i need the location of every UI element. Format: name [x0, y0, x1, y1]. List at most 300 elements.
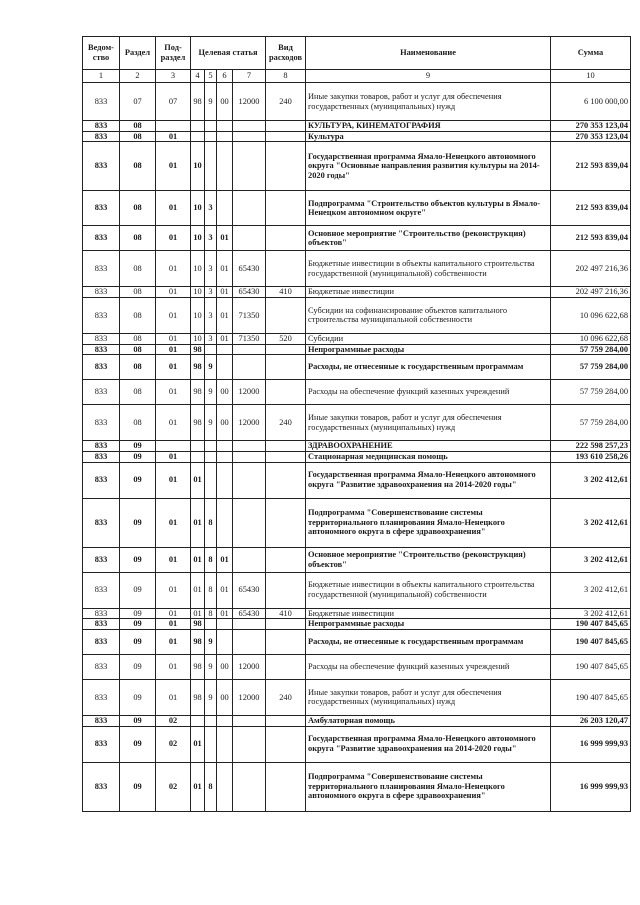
- budget-table: [82, 36, 631, 812]
- direction-code: [233, 131, 266, 142]
- expense-type-code: [266, 629, 306, 654]
- program-code: [191, 451, 205, 462]
- subprogram-code: 9: [205, 83, 217, 121]
- activity-code: [217, 344, 233, 355]
- section-code: 09: [120, 726, 156, 762]
- section-code: 08: [120, 355, 156, 380]
- activity-code: 01: [217, 608, 233, 619]
- program-code: 01: [191, 498, 205, 547]
- table-row: [83, 547, 631, 572]
- item-name: Иные закупки товаров, работ и услуг для обеспечения государственных (муниципальных) нужд: [306, 405, 551, 441]
- activity-code: [217, 121, 233, 132]
- activity-code: 01: [217, 226, 233, 251]
- item-amount: 16 999 999,93: [551, 762, 631, 811]
- program-code: 98: [191, 355, 205, 380]
- item-name: Подпрограмма "Совершенствование системы территориального планирования Ямало-Ненецкого автономного округа в сфере здравоохранения": [306, 498, 551, 547]
- col-number: 5: [205, 70, 217, 83]
- dept-code: 833: [83, 251, 120, 287]
- subprogram-code: 9: [205, 629, 217, 654]
- dept-code: 833: [83, 191, 120, 226]
- item-amount: 190 407 845,65: [551, 619, 631, 630]
- table-row: [83, 344, 631, 355]
- subprogram-code: 3: [205, 251, 217, 287]
- header-name: Наименование: [306, 37, 551, 70]
- program-code: [191, 441, 205, 452]
- activity-code: 00: [217, 654, 233, 679]
- expense-type-code: 520: [266, 333, 306, 344]
- dept-code: 833: [83, 451, 120, 462]
- expense-type-code: 410: [266, 287, 306, 298]
- dept-code: 833: [83, 654, 120, 679]
- header-section: Раздел: [120, 37, 156, 70]
- item-name: Субсидии: [306, 333, 551, 344]
- item-amount: 3 202 412,61: [551, 462, 631, 498]
- direction-code: [233, 715, 266, 726]
- col-number: 4: [191, 70, 205, 83]
- table-row: [83, 405, 631, 441]
- subprogram-code: 9: [205, 355, 217, 380]
- table-row: [83, 762, 631, 811]
- subsection-code: 01: [156, 572, 191, 608]
- program-code: 98: [191, 83, 205, 121]
- activity-code: [217, 131, 233, 142]
- item-name: Государственная программа Ямало-Ненецкого автономного округа "Основные направления развития культуры на 2014-2020 годы": [306, 142, 551, 191]
- subprogram-code: [205, 726, 217, 762]
- subsection-code: 01: [156, 654, 191, 679]
- item-amount: 222 598 257,23: [551, 441, 631, 452]
- expense-type-code: 240: [266, 83, 306, 121]
- program-code: 98: [191, 344, 205, 355]
- subprogram-code: [205, 619, 217, 630]
- expense-type-code: [266, 380, 306, 405]
- activity-code: 01: [217, 547, 233, 572]
- direction-code: [233, 355, 266, 380]
- subsection-code: 02: [156, 726, 191, 762]
- item-amount: 202 497 216,36: [551, 287, 631, 298]
- subprogram-code: [205, 715, 217, 726]
- subsection-code: 02: [156, 715, 191, 726]
- table-row: [83, 191, 631, 226]
- activity-code: 01: [217, 251, 233, 287]
- activity-code: 00: [217, 679, 233, 715]
- expense-type-code: [266, 726, 306, 762]
- expense-type-code: [266, 121, 306, 132]
- program-code: 01: [191, 547, 205, 572]
- direction-code: 12000: [233, 679, 266, 715]
- activity-code: 01: [217, 287, 233, 298]
- dept-code: 833: [83, 462, 120, 498]
- activity-code: [217, 451, 233, 462]
- subprogram-code: 3: [205, 226, 217, 251]
- program-code: 10: [191, 251, 205, 287]
- expense-type-code: [266, 441, 306, 452]
- subsection-code: 01: [156, 619, 191, 630]
- program-code: 01: [191, 462, 205, 498]
- item-name: Иные закупки товаров, работ и услуг для обеспечения государственных (муниципальных) нужд: [306, 83, 551, 121]
- program-code: 10: [191, 191, 205, 226]
- subsection-code: [156, 441, 191, 452]
- expense-type-code: [266, 297, 306, 333]
- expense-type-code: [266, 131, 306, 142]
- dept-code: 833: [83, 715, 120, 726]
- expense-type-code: [266, 715, 306, 726]
- subsection-code: 01: [156, 226, 191, 251]
- activity-code: 01: [217, 297, 233, 333]
- dept-code: 833: [83, 142, 120, 191]
- item-name: Расходы, не отнесенные к государственным программам: [306, 355, 551, 380]
- dept-code: 833: [83, 679, 120, 715]
- dept-code: 833: [83, 608, 120, 619]
- table-row: [83, 297, 631, 333]
- section-code: 08: [120, 142, 156, 191]
- section-code: 08: [120, 226, 156, 251]
- dept-code: 833: [83, 629, 120, 654]
- subprogram-code: [205, 121, 217, 132]
- subsection-code: 01: [156, 608, 191, 619]
- item-name: Бюджетные инвестиции в объекты капитального строительства государственной (муниципальной) собственности: [306, 251, 551, 287]
- item-amount: 57 759 284,00: [551, 380, 631, 405]
- activity-code: [217, 441, 233, 452]
- subsection-code: 01: [156, 679, 191, 715]
- subsection-code: 01: [156, 405, 191, 441]
- item-amount: 57 759 284,00: [551, 344, 631, 355]
- direction-code: [233, 191, 266, 226]
- direction-code: [233, 451, 266, 462]
- subsection-code: 01: [156, 333, 191, 344]
- activity-code: 01: [217, 572, 233, 608]
- direction-code: [233, 498, 266, 547]
- table-row: [83, 451, 631, 462]
- dept-code: 833: [83, 344, 120, 355]
- section-code: 08: [120, 121, 156, 132]
- section-code: 09: [120, 762, 156, 811]
- table-row: [83, 462, 631, 498]
- item-amount: 190 407 845,65: [551, 654, 631, 679]
- section-code: 09: [120, 715, 156, 726]
- expense-type-code: 240: [266, 405, 306, 441]
- item-name: Бюджетные инвестиции: [306, 608, 551, 619]
- activity-code: [217, 142, 233, 191]
- header-amount: Сумма: [551, 37, 631, 70]
- item-name: Государственная программа Ямало-Ненецкого автономного округа "Развитие здравоохранения на 2014-2020 годы": [306, 726, 551, 762]
- item-name: Непрограммные расходы: [306, 344, 551, 355]
- subprogram-code: 8: [205, 572, 217, 608]
- program-code: 10: [191, 287, 205, 298]
- expense-type-code: [266, 462, 306, 498]
- subsection-code: 01: [156, 380, 191, 405]
- item-name: Бюджетные инвестиции: [306, 287, 551, 298]
- activity-code: [217, 355, 233, 380]
- table-row: [83, 226, 631, 251]
- subprogram-code: 8: [205, 608, 217, 619]
- dept-code: 833: [83, 547, 120, 572]
- item-amount: 270 353 123,04: [551, 121, 631, 132]
- expense-type-code: [266, 547, 306, 572]
- section-code: 09: [120, 498, 156, 547]
- dept-code: 833: [83, 441, 120, 452]
- direction-code: 65430: [233, 572, 266, 608]
- section-code: 09: [120, 608, 156, 619]
- expense-type-code: [266, 191, 306, 226]
- item-name: Бюджетные инвестиции в объекты капитального строительства государственной (муниципальной) собственности: [306, 572, 551, 608]
- expense-type-code: [266, 762, 306, 811]
- program-code: 98: [191, 679, 205, 715]
- table-row: [83, 654, 631, 679]
- direction-code: [233, 121, 266, 132]
- subsection-code: 01: [156, 629, 191, 654]
- subprogram-code: [205, 441, 217, 452]
- item-amount: 212 593 839,04: [551, 191, 631, 226]
- dept-code: 833: [83, 498, 120, 547]
- expense-type-code: [266, 572, 306, 608]
- col-number: 7: [233, 70, 266, 83]
- section-code: 08: [120, 405, 156, 441]
- direction-code: [233, 226, 266, 251]
- subsection-code: 01: [156, 191, 191, 226]
- item-amount: 3 202 412,61: [551, 498, 631, 547]
- item-name: Иные закупки товаров, работ и услуг для обеспечения государственных (муниципальных) нужд: [306, 679, 551, 715]
- item-amount: 212 593 839,04: [551, 142, 631, 191]
- header-expense-type: Вид расходов: [266, 37, 306, 70]
- item-name: Государственная программа Ямало-Ненецкого автономного округа "Развитие здравоохранения на 2014-2020 годы": [306, 462, 551, 498]
- subprogram-code: 9: [205, 679, 217, 715]
- expense-type-code: [266, 344, 306, 355]
- subprogram-code: 3: [205, 297, 217, 333]
- budget-rows: [83, 83, 631, 812]
- header-target-article: Целевая статья: [191, 37, 266, 70]
- item-amount: 190 407 845,65: [551, 629, 631, 654]
- subprogram-code: 3: [205, 191, 217, 226]
- subsection-code: 01: [156, 344, 191, 355]
- program-code: [191, 131, 205, 142]
- activity-code: [217, 726, 233, 762]
- activity-code: [217, 191, 233, 226]
- section-code: 08: [120, 333, 156, 344]
- item-name: Культура: [306, 131, 551, 142]
- item-amount: 212 593 839,04: [551, 226, 631, 251]
- table-row: [83, 333, 631, 344]
- expense-type-code: [266, 355, 306, 380]
- subprogram-code: [205, 451, 217, 462]
- subsection-code: 01: [156, 355, 191, 380]
- direction-code: [233, 762, 266, 811]
- program-code: 98: [191, 380, 205, 405]
- program-code: 10: [191, 333, 205, 344]
- section-code: 08: [120, 131, 156, 142]
- item-amount: 26 203 120,47: [551, 715, 631, 726]
- table-row: [83, 715, 631, 726]
- direction-code: 12000: [233, 654, 266, 679]
- program-code: 10: [191, 226, 205, 251]
- table-row: [83, 629, 631, 654]
- table-row: [83, 619, 631, 630]
- col-number: 1: [83, 70, 120, 83]
- program-code: [191, 121, 205, 132]
- section-code: 09: [120, 619, 156, 630]
- table-row: [83, 441, 631, 452]
- program-code: 01: [191, 608, 205, 619]
- direction-code: [233, 142, 266, 191]
- dept-code: 833: [83, 83, 120, 121]
- subprogram-code: [205, 142, 217, 191]
- item-name: Расходы, не отнесенные к государственным программам: [306, 629, 551, 654]
- item-amount: 3 202 412,61: [551, 547, 631, 572]
- activity-code: 00: [217, 83, 233, 121]
- subprogram-code: 3: [205, 287, 217, 298]
- expense-type-code: [266, 654, 306, 679]
- table-row: [83, 608, 631, 619]
- item-name: Непрограммные расходы: [306, 619, 551, 630]
- item-name: Подпрограмма "Совершенствование системы территориального планирования Ямало-Ненецкого автономного округа в сфере здравоохранения": [306, 762, 551, 811]
- subprogram-code: 9: [205, 380, 217, 405]
- direction-code: [233, 629, 266, 654]
- program-code: 10: [191, 297, 205, 333]
- dept-code: 833: [83, 762, 120, 811]
- direction-code: [233, 441, 266, 452]
- program-code: 98: [191, 619, 205, 630]
- item-amount: 6 100 000,00: [551, 83, 631, 121]
- direction-code: 71350: [233, 333, 266, 344]
- item-name: ЗДРАВООХРАНЕНИЕ: [306, 441, 551, 452]
- table-row: [83, 679, 631, 715]
- program-code: 01: [191, 762, 205, 811]
- program-code: 01: [191, 726, 205, 762]
- section-code: 08: [120, 287, 156, 298]
- expense-type-code: 240: [266, 679, 306, 715]
- section-code: 09: [120, 679, 156, 715]
- section-code: 09: [120, 654, 156, 679]
- table-row: [83, 498, 631, 547]
- item-amount: 270 353 123,04: [551, 131, 631, 142]
- dept-code: 833: [83, 226, 120, 251]
- col-number: 9: [306, 70, 551, 83]
- subprogram-code: [205, 344, 217, 355]
- budget-page: [82, 36, 631, 812]
- subprogram-code: [205, 131, 217, 142]
- table-row: [83, 142, 631, 191]
- item-amount: 10 096 622,68: [551, 333, 631, 344]
- dept-code: 833: [83, 121, 120, 132]
- activity-code: 00: [217, 405, 233, 441]
- direction-code: 12000: [233, 405, 266, 441]
- expense-type-code: [266, 142, 306, 191]
- item-amount: 10 096 622,68: [551, 297, 631, 333]
- dept-code: 833: [83, 287, 120, 298]
- activity-code: [217, 619, 233, 630]
- section-code: 09: [120, 547, 156, 572]
- direction-code: [233, 619, 266, 630]
- activity-code: 00: [217, 380, 233, 405]
- col-number: 6: [217, 70, 233, 83]
- direction-code: 65430: [233, 608, 266, 619]
- section-code: 09: [120, 441, 156, 452]
- subprogram-code: 9: [205, 405, 217, 441]
- table-row: [83, 131, 631, 142]
- expense-type-code: [266, 619, 306, 630]
- subsection-code: 01: [156, 287, 191, 298]
- dept-code: 833: [83, 619, 120, 630]
- expense-type-code: 410: [266, 608, 306, 619]
- dept-code: 833: [83, 297, 120, 333]
- direction-code: [233, 344, 266, 355]
- item-name: Амбулаторная помощь: [306, 715, 551, 726]
- header-dept: Ведом-ство: [83, 37, 120, 70]
- expense-type-code: [266, 251, 306, 287]
- activity-code: [217, 715, 233, 726]
- section-code: 09: [120, 462, 156, 498]
- subprogram-code: 9: [205, 654, 217, 679]
- item-amount: 190 407 845,65: [551, 679, 631, 715]
- col-number: 10: [551, 70, 631, 83]
- section-code: 09: [120, 451, 156, 462]
- expense-type-code: [266, 498, 306, 547]
- direction-code: [233, 547, 266, 572]
- subsection-code: 01: [156, 131, 191, 142]
- subsection-code: 07: [156, 83, 191, 121]
- subprogram-code: 8: [205, 547, 217, 572]
- table-row: [83, 83, 631, 121]
- section-code: 07: [120, 83, 156, 121]
- item-name: Подпрограмма "Строительство объектов культуры в Ямало-Ненецком автономном округе": [306, 191, 551, 226]
- subsection-code: 01: [156, 451, 191, 462]
- item-name: Основное мероприятие "Строительство (реконструкция) объектов": [306, 547, 551, 572]
- item-name: КУЛЬТУРА, КИНЕМАТОГРАФИЯ: [306, 121, 551, 132]
- subsection-code: 01: [156, 142, 191, 191]
- subsection-code: 01: [156, 462, 191, 498]
- item-amount: 3 202 412,61: [551, 608, 631, 619]
- section-code: 09: [120, 572, 156, 608]
- direction-code: 65430: [233, 287, 266, 298]
- subsection-code: 01: [156, 498, 191, 547]
- dept-code: 833: [83, 355, 120, 380]
- subprogram-code: 8: [205, 498, 217, 547]
- program-code: 98: [191, 629, 205, 654]
- expense-type-code: [266, 226, 306, 251]
- item-amount: 202 497 216,36: [551, 251, 631, 287]
- program-code: 01: [191, 572, 205, 608]
- dept-code: 833: [83, 131, 120, 142]
- col-number: 8: [266, 70, 306, 83]
- direction-code: 12000: [233, 83, 266, 121]
- col-number: 3: [156, 70, 191, 83]
- dept-code: 833: [83, 726, 120, 762]
- item-name: Расходы на обеспечение функций казенных учреждений: [306, 380, 551, 405]
- dept-code: 833: [83, 380, 120, 405]
- table-row: [83, 287, 631, 298]
- dept-code: 833: [83, 333, 120, 344]
- item-amount: 57 759 284,00: [551, 405, 631, 441]
- col-number: 2: [120, 70, 156, 83]
- section-code: 08: [120, 191, 156, 226]
- item-name: Субсидии на софинансирование объектов капитального строительства муниципальной собственности: [306, 297, 551, 333]
- table-row: [83, 355, 631, 380]
- direction-code: 65430: [233, 251, 266, 287]
- item-amount: 3 202 412,61: [551, 572, 631, 608]
- program-code: [191, 715, 205, 726]
- activity-code: [217, 498, 233, 547]
- activity-code: [217, 762, 233, 811]
- section-code: 08: [120, 380, 156, 405]
- direction-code: [233, 726, 266, 762]
- subprogram-code: 3: [205, 333, 217, 344]
- table-row: [83, 572, 631, 608]
- item-name: Стационарная медицинская помощь: [306, 451, 551, 462]
- activity-code: [217, 629, 233, 654]
- header-subsection: Под-раздел: [156, 37, 191, 70]
- item-amount: 16 999 999,93: [551, 726, 631, 762]
- expense-type-code: [266, 451, 306, 462]
- column-number-row: [83, 70, 631, 83]
